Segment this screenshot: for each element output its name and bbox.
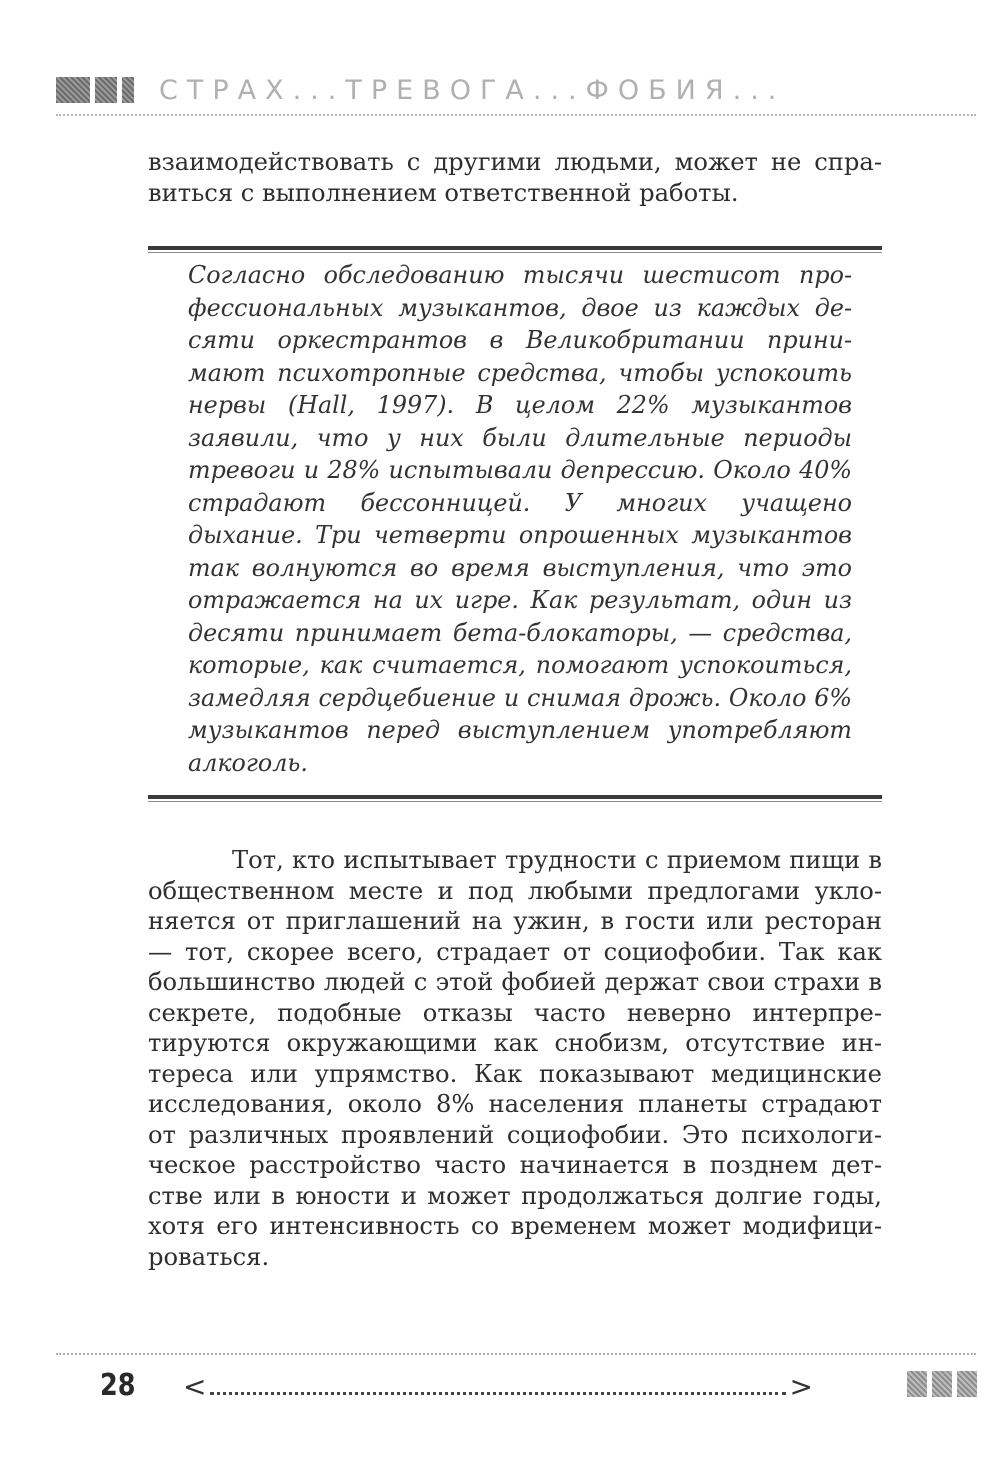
prev-page-arrow[interactable]: < [183,1370,207,1403]
page-navigation [183,1372,813,1402]
main-paragraph: Тот, кто испытывает трудности с приемом пищи в общественном месте и под любыми предлогами уклоняется от приглашений на ужин, в гости или ресторан — тот, скорее всего, страдает от социофобии. Так как большинство людей с этой фобией держат свои страхи в секрете, подобные отказы часто неверно интерпретируются окружающими как снобизм, отсутствие интереса или упрямство. Как показывают медицинские исследования, около 8% населения планеты страдают от различных проявлений социофобии. Это психологическое расстройство часто начинается в позднем детстве или в юности и может продолжаться долгие годы, хотя его интенсивность со временем может модифицироваться. [148,846,882,1271]
footer-divider [56,1353,976,1355]
header-decor-block [95,77,117,103]
sidebar-bottom-rule [148,795,882,799]
page-number: 28 [100,1368,136,1403]
continuation-paragraph: взаимодействовать с другими людьми, может не справиться с выполнением ответственной работы. [148,148,882,207]
next-page-arrow[interactable]: > [789,1370,813,1403]
running-header [56,72,785,108]
header-decor-block [56,77,90,103]
footer-decor-block [907,1371,927,1397]
footer-decor [902,1371,977,1397]
running-title: СТРАХ...ТРЕВОГА...ФОБИЯ... [159,74,786,106]
header-divider [56,114,976,116]
sidebar-top-rule [148,246,882,250]
header-decor-block [122,77,134,103]
nav-dotted-line [210,1392,785,1395]
sidebar-text: Согласно обследованию тысячи шестисот профессиональных музыкантов, двое из каждых десяти оркестрантов в Великобритании принимают психотропные средства, чтобы успокоить нервы (Hall, 1997). В целом 22% музыкантов заявили, что у них были длительные периоды тревоги и 28% испытывали депрессию. Около 40% страдают бессонницей. У многих учащено дыхание. Три четверти опрошенных музыкантов так волнуются во время выступления, что это отражается на их игре. Как результат, один из десяти принимает бета-блокаторы, — средства, которые, как считается, помогают успокоиться, замедляя сердцебиение и снимая дрожь. Около 6% музыкантов перед выступлением употребляют алкоголь. [188,261,852,777]
footer-decor-block [957,1371,977,1397]
footer-decor-block [932,1371,952,1397]
